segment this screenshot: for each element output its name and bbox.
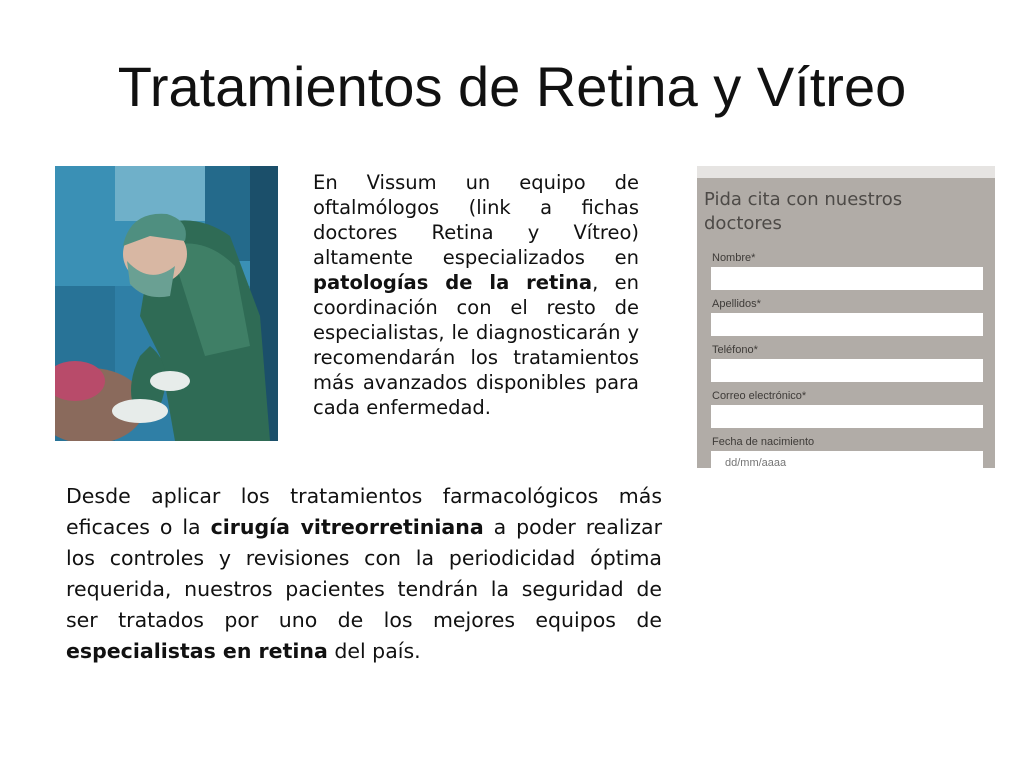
name-label: Nombre* [712, 252, 756, 264]
birthdate-input[interactable] [711, 451, 983, 468]
surgeon-photo [55, 166, 278, 441]
intro-text-1: En Vissum un equipo de oftalmólogos (link a fichas doctores Retina y Vítreo) altamente especializados en [313, 171, 639, 269]
treatments-bold-specialists: especialistas en retina [66, 639, 328, 663]
phone-label: Teléfono* [712, 344, 758, 356]
name-input[interactable] [711, 267, 983, 290]
intro-text-2: , en coordinación con el resto de especialistas, le diagnosticarán y recomendarán los tratamientos más avanzados disponibles para cada enfermedad. [313, 271, 639, 419]
treatments-paragraph [66, 481, 662, 667]
form-title: Pida cita con nuestros doctores [704, 189, 903, 234]
email-input[interactable] [711, 405, 983, 428]
intro-bold-retina-pathologies: patologías de la retina [313, 271, 593, 294]
page-title: Tratamientos de Retina y Vítreo [117, 55, 907, 118]
surgeon-photo-illustration [55, 166, 278, 441]
surname-input[interactable] [711, 313, 983, 336]
treatments-bold-surgery: cirugía vitreorretiniana [210, 515, 484, 539]
intro-paragraph [313, 170, 639, 420]
form-top-bar [697, 166, 995, 178]
phone-input[interactable] [711, 359, 983, 382]
email-label: Correo electrónico* [712, 390, 807, 402]
surname-label: Apellidos* [712, 298, 761, 310]
appointment-form [697, 166, 995, 468]
treatments-text-1: Desde aplicar los tratamientos farmacológicos más eficaces o la [66, 484, 662, 539]
treatments-text-2: a poder realizar los controles y revisiones con la periodicidad óptima requerida, nuestros pacientes tendrán la seguridad de ser tratados por uno de los mejores equipos de [66, 515, 662, 632]
treatments-text-3: del país. [327, 639, 421, 663]
birthdate-label: Fecha de nacimiento [712, 436, 815, 448]
